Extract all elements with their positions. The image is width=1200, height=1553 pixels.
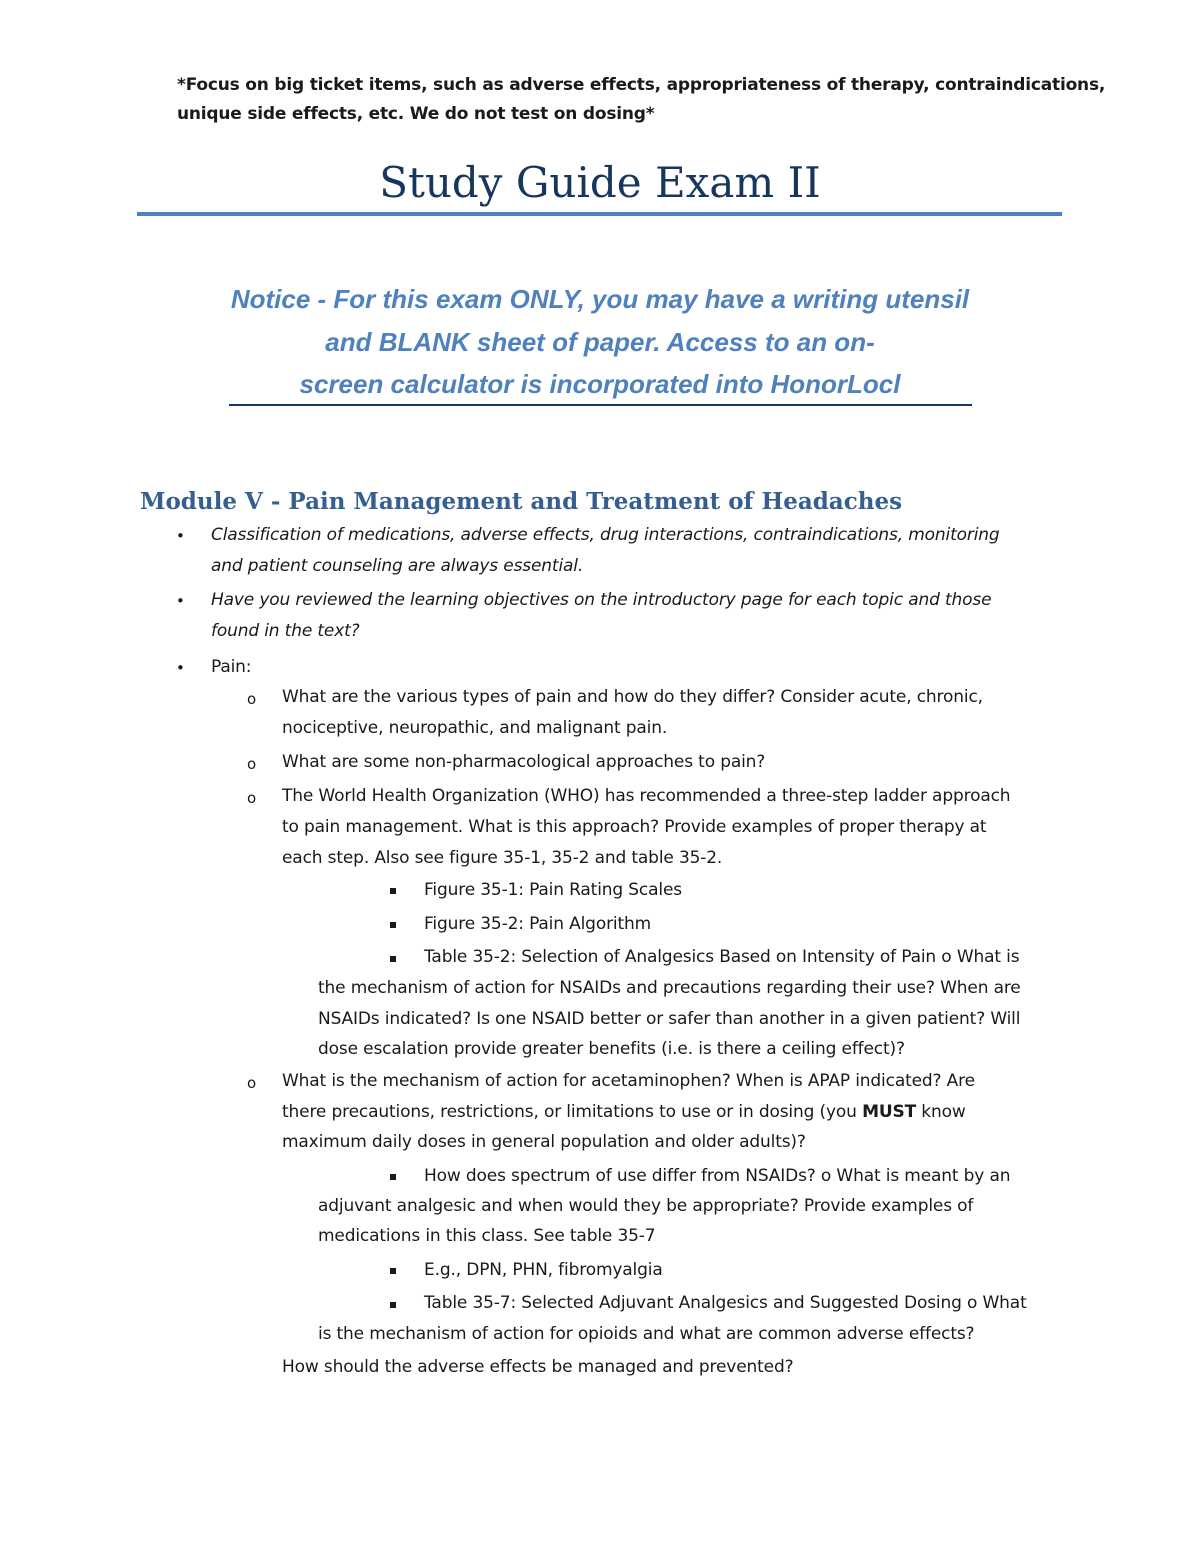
bullet-marker: •	[176, 592, 185, 610]
notice-underline	[229, 404, 972, 406]
notice-line-3: screen calculator is incorporated into HonorLocl	[299, 369, 901, 399]
sub-1-line-2: nociceptive, neuropathic, and malignant pain.	[282, 718, 668, 738]
sub-bullet-marker: o	[247, 690, 257, 708]
sub-1-line-1: What are the various types of pain and how do they differ? Consider acute, chronic,	[282, 687, 983, 707]
item-table-35-2-line-3: NSAIDs indicated? Is one NSAID better or safer than another in a given patient? Will	[318, 1009, 1021, 1029]
title-underline	[137, 212, 1062, 216]
notice-line-1: Notice - For this exam ONLY, you may have a writing utensil	[230, 284, 970, 314]
item-eg: E.g., DPN, PHN, fibromyalgia	[424, 1260, 663, 1280]
square-bullet-icon	[390, 1302, 396, 1308]
module-heading: Module V - Pain Management and Treatment of Headaches	[140, 488, 903, 515]
closing-question: How should the adverse effects be managed and prevented?	[282, 1357, 794, 1377]
focus-note-line-2: unique side effects, etc. We do not test on dosing*	[177, 104, 655, 124]
sub-bullet-marker: o	[247, 755, 257, 773]
item-table-35-2-line-2: the mechanism of action for NSAIDs and precautions regarding their use? When are	[318, 978, 1021, 998]
square-bullet-icon	[390, 956, 396, 962]
item-table-35-2-line-1: Table 35-2: Selection of Analgesics Based on Intensity of Pain o What is	[424, 947, 1020, 967]
bullet-3-pain: Pain:	[211, 657, 252, 677]
sub-3-line-3: each step. Also see figure 35-1, 35-2 and table 35-2.	[282, 848, 723, 868]
must-emphasis: MUST	[862, 1102, 917, 1122]
sub-4-line-1: What is the mechanism of action for acetaminophen? When is APAP indicated? Are	[282, 1071, 975, 1091]
item-spectrum-line-2: adjuvant analgesic and when would they be appropriate? Provide examples of	[318, 1196, 974, 1216]
bullet-1-line-2: and patient counseling are always essential.	[211, 556, 584, 576]
item-figure-35-2: Figure 35-2: Pain Algorithm	[424, 914, 652, 934]
item-spectrum-line-1: How does spectrum of use differ from NSAIDs? o What is meant by an	[424, 1166, 1011, 1186]
page-title: Study Guide Exam II	[379, 158, 821, 207]
item-table-35-2-line-4: dose escalation provide greater benefits (i.e. is there a ceiling effect)?	[318, 1039, 905, 1059]
item-table-35-7-line-1: Table 35-7: Selected Adjuvant Analgesics and Suggested Dosing o What	[424, 1293, 1027, 1313]
sub-2: What are some non-pharmacological approaches to pain?	[282, 752, 766, 772]
square-bullet-icon	[390, 1268, 396, 1274]
item-figure-35-1: Figure 35-1: Pain Rating Scales	[424, 880, 682, 900]
bullet-1-line-1: Classification of medications, adverse effects, drug interactions, contraindications, monitoring	[211, 525, 1000, 545]
bullet-2-line-2: found in the text?	[211, 621, 360, 641]
bullet-marker: •	[176, 659, 185, 677]
square-bullet-icon	[390, 922, 396, 928]
sub-3-line-1: The World Health Organization (WHO) has recommended a three-step ladder approach	[282, 786, 1011, 806]
square-bullet-icon	[390, 888, 396, 894]
sub-bullet-marker: o	[247, 1074, 257, 1092]
bullet-2-line-1: Have you reviewed the learning objectives on the introductory page for each topic and those	[211, 590, 992, 610]
sub-bullet-marker: o	[247, 789, 257, 807]
sub-3-line-2: to pain management. What is this approach? Provide examples of proper therapy at	[282, 817, 987, 837]
sub-4-line-3: maximum daily doses in general population and older adults)?	[282, 1132, 806, 1152]
sub-4-line-2: there precautions, restrictions, or limitations to use or in dosing (you MUST know	[282, 1102, 966, 1122]
bullet-marker: •	[176, 527, 185, 545]
item-spectrum-line-3: medications in this class. See table 35-7	[318, 1226, 656, 1246]
focus-note-line-1: *Focus on big ticket items, such as adverse effects, appropriateness of therapy, contraindications,	[177, 75, 1106, 95]
square-bullet-icon	[390, 1174, 396, 1180]
notice-line-2: and BLANK sheet of paper. Access to an on-	[325, 327, 875, 357]
item-table-35-7-line-2: is the mechanism of action for opioids and what are common adverse effects?	[318, 1324, 975, 1344]
